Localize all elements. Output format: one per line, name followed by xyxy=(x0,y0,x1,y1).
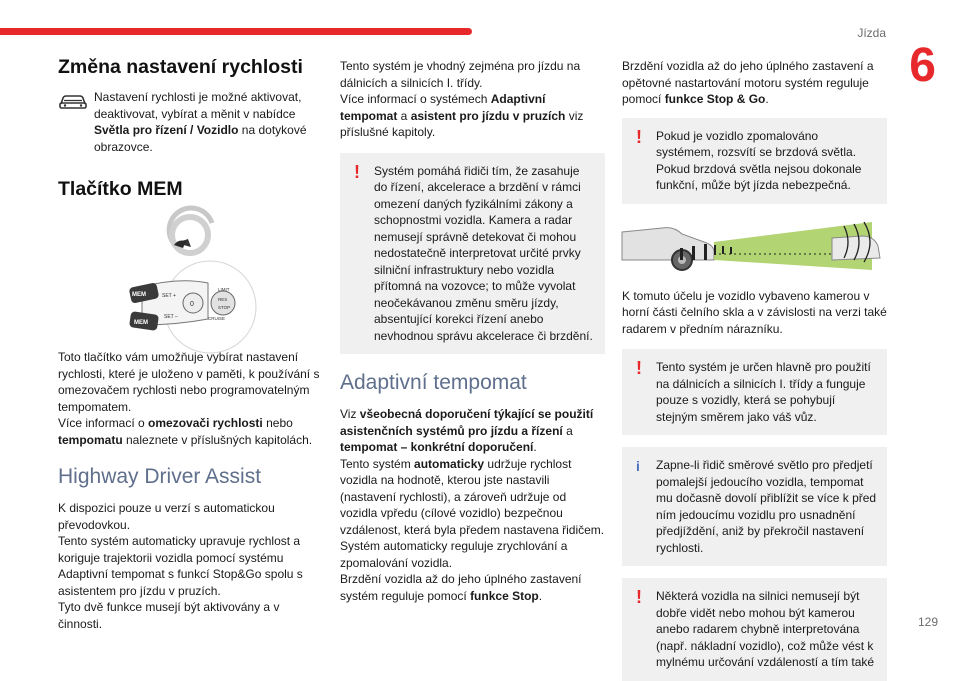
zero-label: 0 xyxy=(190,301,194,308)
warning-box-system-limits xyxy=(340,153,605,355)
speed-setting-paragraph xyxy=(58,89,326,155)
warning-text: Systém pomáhá řidiči tím, že zasahuje do řízení, akcelerace a brzdění v rámci omezení daných fyzikálními zákony a schopnostmi vozidla. Kamera a radar nemusejí správně detekovat či mohou nedostatečně interpretovat určité prvky silniční infrastruktury nebo vozidla přítomná na vozovce; to může vyvolat neočekávanou změnu směru jízdy, absentující korekci řízení anebo nevhodnou správu akcelerace či brzdění. xyxy=(374,163,593,343)
info-text: Zapne-li řidič směrové světlo pro předjetí pomalejší jedoucího vozidla, tempomat mu dočasně dovolí přiblížit se více k před ním jedoucímu vozidlu pro usnadnění předjíždění, aniž by překročil nastavení rychlosti. xyxy=(656,458,877,555)
camera-radar-paragraph: K tomuto účelu je vozidlo vybaveno kamerou v horní části čelního skla a v závislosti na verzi také radarem v předním nárazníku. xyxy=(622,288,887,336)
acc-paragraph-3: Brzdění vozidla až do jeho úplného zastavení systém reguluje pomocí funkce Stop. xyxy=(340,572,582,603)
warning-text: Některá vozidla na silnici nemusejí být dobře vidět nebo mohou být kamerou anebo radarem chybně interpretována (např. nákladní vozidlo), což může vést k mylnému určování vzdáleností a tím také xyxy=(656,589,875,669)
limit-label: LIMIT xyxy=(218,287,230,292)
speed-text-end: na dotykové obrazovce. xyxy=(94,123,307,154)
mem-description: Toto tlačítko vám umožňuje vybírat nastavení rychlosti, které je uloženo v paměti, k používání s omezovačem rychlosti nebo programovatelným tempomatem. xyxy=(58,350,320,414)
warning-text: Tento systém je určen hlavně pro použití na dálnicích a silnicích I. třídy a funguje pouze s vozidly, která se pohybují stejným směrem jako váš vůz. xyxy=(656,360,871,424)
acc-paragraph-2: Tento systém automaticky udržuje rychlost vozidla na hodnotě, kterou jste nastavili (nastavení rychlosti), a zároveň udržuje od vozidla vpředu (cílové vozidlo) bezpečnou vzdálenost, která byla předem nastavena řidičem. Systém automaticky reguluje zrychlování a zpomalování vozidla. xyxy=(340,456,605,570)
speed-menu-path: Světla pro řízení / Vozidlo xyxy=(94,123,239,137)
warning-box-detection xyxy=(622,578,887,681)
steering-wheel-icon xyxy=(169,208,212,253)
running-header: Jízda xyxy=(857,26,886,40)
mem-top-label: MEM xyxy=(132,292,146,298)
warning-box-usage xyxy=(622,349,887,435)
stop-label: STOP xyxy=(218,305,231,310)
warning-icon: ! xyxy=(636,126,642,147)
column-3 xyxy=(622,58,887,681)
page-number: 129 xyxy=(917,615,938,629)
warning-box-brake-lights xyxy=(622,118,887,204)
car-icon xyxy=(58,91,88,111)
heading-adaptive-cruise: Adaptivní tempomat xyxy=(340,371,527,394)
steering-stalk-drawing xyxy=(58,221,326,339)
hda-paragraph-3: Tyto dvě funkce musejí být aktivovány a v činnosti. xyxy=(58,600,280,631)
acc-paragraph-1: Viz všeobecná doporučení týkající se použití asistenčních systémů pro jízdu a řízení a tempomat – konkrétní doporučení. xyxy=(340,407,594,454)
res-label: RES xyxy=(218,297,228,302)
column-1 xyxy=(58,55,326,632)
mem-button-illustration xyxy=(58,221,326,339)
mem-more-info: Více informací o omezovači rychlosti nebo tempomatu naleznete v příslušných kapitolách. xyxy=(58,416,313,447)
cruise-label: CRUISE xyxy=(208,316,226,321)
header-accent-bar xyxy=(0,28,472,35)
warning-icon: ! xyxy=(636,587,642,607)
stopgo-paragraph: Brzdění vozidla až do jeho úplného zastavení a opětovné nastartování motoru systém reguluje pomocí funkce Stop & Go. xyxy=(622,59,874,106)
set-minus-label: SET – xyxy=(164,314,178,320)
heading-mem-button: Tlačítko MEM xyxy=(58,178,183,200)
info-box-overtaking xyxy=(622,447,887,566)
warning-icon: ! xyxy=(636,358,642,378)
intro-paragraph-2: Více informací o systémech Adaptivní tempomat a asistent pro jízdu v pruzích viz příslušné kapitoly. xyxy=(340,92,584,139)
radar-car-illustration xyxy=(622,212,887,278)
car-radar-drawing xyxy=(622,212,887,278)
column-2 xyxy=(340,58,605,604)
heading-speed-setting: Změna nastavení rychlosti xyxy=(58,56,303,78)
heading-highway-driver-assist: Highway Driver Assist xyxy=(58,465,262,488)
warning-text: Pokud je vozidlo zpomalováno systémem, rozsvítí se brzdová světla. Pokud brzdová světla nejsou dokonale funkční, může být jízda nebezpečná. xyxy=(656,128,862,192)
mem-bottom-label: MEM xyxy=(134,320,148,326)
intro-paragraph-1: Tento systém je vhodný zejména pro jízdu na dálnicích a silnicích I. třídy. xyxy=(340,59,581,90)
set-plus-label: SET + xyxy=(162,293,176,299)
chapter-number: 6 xyxy=(909,39,936,92)
hda-paragraph-2: Tento systém automaticky upravuje rychlost a koriguje trajektorii vozidla pomocí systému Adaptivní tempomat s funkcí Stop&Go spolu s asistentem pro jízdu v pruzích. xyxy=(58,534,303,598)
info-icon: i xyxy=(636,458,640,474)
warning-icon: ! xyxy=(354,161,360,182)
speed-text: Nastavení rychlosti je možné aktivovat, deaktivovat, vybírat a měnit v nabídce xyxy=(94,90,302,121)
hda-paragraph-1: K dispozici pouze u verzí s automatickou převodovkou. xyxy=(58,501,275,532)
